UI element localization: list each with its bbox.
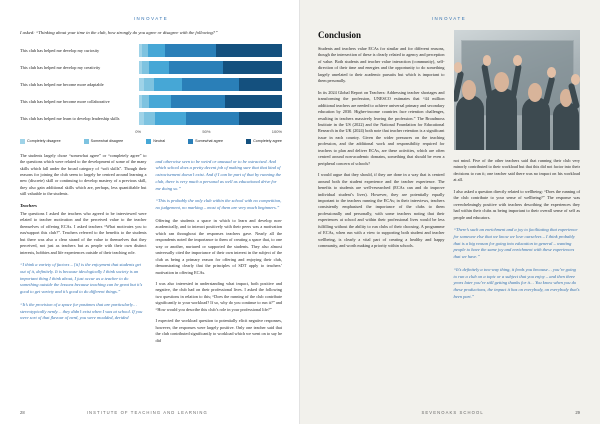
chart-row xyxy=(20,95,282,109)
pull-quote: “It’s definitely a two-way thing, it feeds you because… you’re going to run a club on a topic or a subject that you enjoy – and then three years later you’re still getting thanks for it… You know when you do these productions, the impact it has on everybody, on everybody that’s been part.” xyxy=(453,266,580,299)
legend-swatch-icon xyxy=(188,139,193,144)
left-footer xyxy=(0,410,300,415)
x-tick: 0% xyxy=(135,128,142,134)
left-running-head: INNOVATE xyxy=(133,16,169,21)
legend-swatch-icon xyxy=(84,139,89,144)
survey-chart xyxy=(20,44,282,144)
legend-label: Somewhat agree xyxy=(195,139,224,144)
chart-bar xyxy=(139,78,282,91)
pull-quote: “I think a variety of factors – [it] is the enjoyment that students get out of it, definitely. It is because ideologically I think society is an important thing I think about, I just occur as a teacher to do something outside the lessons because teaching can be great but it’s good to get variety and it’s good to do different things.” xyxy=(20,262,143,294)
right-footer xyxy=(300,410,600,415)
pull-quote-continued: and otherwise seen to be weird or unusual or to be ostracised. And which school does a pretty decent job of making sure that that kind of ostracisement doesn’t exist. And if I can be part of that by running the club, there is very much a personal as well as educational drive for me doing so.” xyxy=(155,158,282,191)
left-column-2 xyxy=(156,153,283,349)
footer-organisation-right: SEVENOAKS SCHOOL xyxy=(421,410,484,415)
legend-item xyxy=(146,139,165,144)
x-tick: 100% xyxy=(271,128,282,134)
pull-quote: “There’s such an enrichment and a joy to facilitating that experience for someone else that we know we love ourselves – I think probably that is a big reason for going into education in general – wanting people to have the same joy and enrichment with these experiences that we have.” xyxy=(453,227,578,260)
legend-label: Neutral xyxy=(153,139,166,144)
photo-students-raising-hands xyxy=(454,30,581,150)
chart-category-label: This club has helped me become more adaptable xyxy=(20,82,104,88)
paragraph: I was also interested in understanding what impact, both positive and negative, the club had on their professional lives. I asked the following two questions in relation to this; “Does the running of the club contribute significantly to your workload? If so, why do you continue to run it?” and “How would you describe this club’s role in your professional life?” xyxy=(155,280,282,312)
pull-quote: “This is probably the only club within the school with no competition, no judgement, no marking – most of them are very much beginners.” xyxy=(155,198,282,211)
chart-category-label: This club has helped me develop my curiosity xyxy=(20,48,100,54)
pull-quote: “It’s the provision of a space for pastimes that are particularly… stereotypically nerdy… they didn’t exist when I was at school. If you were sort of that flavour of nerd, you were moulded, derided xyxy=(20,301,143,321)
page-number-left: 28 xyxy=(20,410,25,415)
legend-swatch-icon xyxy=(20,139,25,144)
paragraph: I would argue that they should, if they are done in a way that is centred around both the student experience and the teacher experience. The benefits to students are well-researched (ECAs can and do improve individual student’s lives). However, they are potentially equally important to the teachers running the ECAs; in their interviews, teachers consistently emphasised the importance of the clubs to them professionally and personally, with some teachers noting that their experiences at school and within their professional lives would be less fulfilling without the ability to run clubs of their choosing. A programme of ECAs, when run with a view to supporting both student and teacher wellbeing, is clearly a vital part of creating a healthy and happy community, and worth making a priority within schools. xyxy=(318,172,445,249)
chart-category-label: This club has helped me learn to develop leadership skills xyxy=(20,116,120,122)
left-column-1 xyxy=(20,153,147,349)
legend-item xyxy=(20,139,61,144)
chart-row xyxy=(20,61,282,75)
legend-item xyxy=(84,139,124,144)
paragraph: The questions I asked the teachers who agreed to be interviewed were related to teacher motivation and the perceived value to the teacher themselves of offering ECAs. I asked teachers “What motivates you to run/support this club?”. Teachers referred to the benefits to the students but there was also a clear strand of the value to themselves that they perceived, not just as teachers but as people with their own distinct interests, hobbies and life experiences outside of their teaching role. xyxy=(20,210,147,255)
legend-label: Completely disagree xyxy=(27,139,61,144)
chart-bar xyxy=(139,61,282,74)
legend-swatch-icon xyxy=(146,139,151,144)
chart-legend xyxy=(20,139,282,144)
right-column-1 xyxy=(318,30,445,307)
chart-question: I asked: “Thinking about your time in the club, how strongly do you agree or disagree with the following?” xyxy=(20,30,218,35)
chart-bar xyxy=(139,112,282,125)
right-running-head: INNOVATE xyxy=(431,16,467,21)
paragraph: Offering the students a space in which to learn and develop non-academically, and to interact positively with their peers was a motivation which ran throughout the responses teachers gave. Nearly all the respondents noted the importance to them of creating a space that, to one way or another, nurtured or supported the students. They also almost universally cited the importance of their own interest in the subject of the club as being a primary reason for offering and enjoying their club, demonstrating clearly that the principles of SDT apply to teachers’ motivation in offering ECAs. xyxy=(155,217,282,275)
chart-bar xyxy=(139,95,282,108)
paragraph: Students and teachers value ECAs for similar and for different reasons, though the intersection of these is clearly related to agency and perception of value. Both students and teacher value interaction (community), self-direction of their time and energies and the opportunity to do something largely unrelated to their academic pursuits but which is important to them personally. xyxy=(318,46,445,84)
legend-item xyxy=(246,139,282,144)
x-tick: 50% xyxy=(202,128,211,134)
paragraph: not mind. Five of the other teachers said that running their club very minorly contributed to their workload but that this did not factor into their decisions to run it; one teacher said there was no impact on his workload at all. xyxy=(453,158,580,183)
legend-item xyxy=(188,139,223,144)
legend-label: Somewhat disagree xyxy=(90,139,124,144)
chart-row xyxy=(20,78,282,92)
chart-bar xyxy=(139,44,282,57)
paragraph: The students largely chose “somewhat agree” or “completely agree” to the questions which were related to the development of some of the many skills which fall under the broad category of “soft skills”. Though their reasons for joining the club seem to largely be centred around learning a new (discrete) skill or continuing to develop mastery of a previous skill, they also gain additional skills which are, perhaps, less quantifiable but still valuable to the students. xyxy=(20,152,147,197)
subheading-teachers: Teachers xyxy=(20,202,37,208)
paragraph: I also asked a question directly related to wellbeing: “Does the running of the club contribute to your sense of wellbeing?” The response was overwhelmingly positive with teachers describing the experiences they had within their clubs as being important to their overall sense of self as people and educators. xyxy=(453,188,580,220)
right-column-2 xyxy=(454,30,581,307)
chart-category-label: This club has helped me become more collaborative xyxy=(20,99,110,105)
chart-x-axis xyxy=(135,129,282,134)
chart-row xyxy=(20,112,282,126)
chart-category-label: This club has helped me develop my creativity xyxy=(20,65,101,71)
right-text-columns xyxy=(318,30,580,307)
left-text-columns xyxy=(20,153,282,349)
paragraph: In its 2024 Global Report on Teachers: Addressing teacher shortages and transforming the profession, UNESCO estimates that “44 million additional teachers are needed to achieve universal primary and secondary education by 2030. Higher-income countries face retention challenges, resulting in teachers massively leaving the profession.” The Broadmoss Institute in the US (2022) and the National Foundation for Educational Research in the UK (2024) both note that teacher retention is a significant issue in each country. Given the wider pressures on the teaching profession, and the additional work and responsibility required for teachers to plan and deliver ECAs, are these activities, which are often centred around non-academic domains, something that should be even a peripheral concern of schools? xyxy=(318,89,445,166)
right-page xyxy=(300,0,600,424)
legend-label: Completely agree xyxy=(253,139,282,144)
legend-swatch-icon xyxy=(246,139,251,144)
page-number-right: 29 xyxy=(575,410,580,415)
chart-row xyxy=(20,44,282,58)
paragraph: I expected the workload question to potentially elicit negative responses, however, the responses were largely positive. Only one teacher said that the club contributed significantly to workload which we went on to say he did xyxy=(155,318,282,343)
footer-organisation-left: INSTITUTE OF TEACHING AND LEARNING xyxy=(86,410,208,415)
section-title-conclusion: Conclusion xyxy=(318,30,362,40)
